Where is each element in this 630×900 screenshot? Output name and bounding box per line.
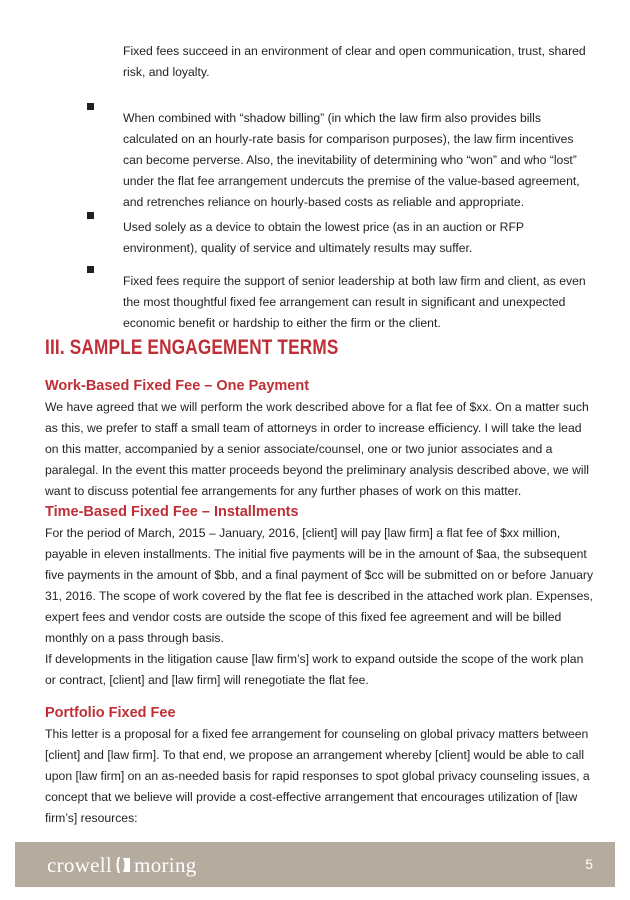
section-heading-work-based: Work-Based Fixed Fee – One Payment (45, 378, 310, 394)
section-heading-time-based: Time-Based Fixed Fee – Installments (45, 504, 299, 520)
square-bullet-icon (87, 212, 94, 219)
portfolio-paragraph: This letter is a proposal for a fixed fee arrangement for counseling on global privacy matters between [client] and [law firm]. To that end, we propose an arrangement whereby [client] would be able to call upon [law firm] on an as-needed basis for rapid responses to spot global privacy counseling issues, a concept that we believe will provide a cost-effective arrangement that encourages utilization of [law firm’s] resources: (45, 727, 590, 825)
section-title: III. SAMPLE ENGAGEMENT TERMS (45, 336, 339, 359)
logo-mark-icon (114, 854, 132, 876)
square-bullet-icon (87, 266, 94, 273)
page-number: 5 (585, 856, 593, 872)
crowell-moring-logo (47, 852, 197, 878)
bullet-text: Fixed fees require the support of senior leadership at both law firm and client, as even the most thoughtful fixed fee arrangement can result in significant and unexpected economic benefit or hardship to either the firm or the client. (123, 274, 586, 331)
page-footer (15, 842, 615, 887)
bullet-text: Used solely as a device to obtain the lowest price (as in an auction or RFP environment), quality of service and ultimately results may suffer. (123, 220, 524, 256)
continuation-paragraph: Fixed fees succeed in an environment of clear and open communication, trust, shared risk, and loyalty. (123, 44, 586, 79)
work-based-paragraph: We have agreed that we will perform the work described above for a flat fee of $xx. On a matter such as this, we prefer to staff a small team of attorneys in order to increase efficiency. I will take the lead on this matter, accompanied by a senior associate/counsel, one or two junior associates and a paralegal. In the event this matter proceeds beyond the preliminary analysis described above, we will want to discuss potential fee arrangements for any further phases of work on this matter. (45, 400, 589, 498)
time-based-paragraph-2: If developments in the litigation cause [law firm’s] work to expand outside the scope of the work plan or contract, [client] and [law firm] will renegotiate the flat fee. (45, 652, 584, 687)
logo-text-right: moring (134, 852, 197, 877)
time-based-paragraph: For the period of March, 2015 – January, 2016, [client] will pay [law firm] a flat fee of $xx million, payable in eleven installments. The initial five payments will be in the amount of $aa, the subsequent five payments in the amount of $bb, and a final payment of $cc will be submitted on or before January 31, 2016. The scope of work covered by the flat fee is described in the attached work plan. Expenses, expert fees and vendor costs are outside the scope of this fixed fee agreement and will be billed monthly on a pass through basis. (45, 526, 594, 645)
bullet-text: When combined with “shadow billing” (in which the law firm also provides bills calculated on an hourly-rate basis for comparison purposes), the law firm incentives can become perverse. Also, the inevitability of determining who “won” and who “lost” under the flat fee arrangement undercuts the premise of the value-based agreement, and retrenches reliance on hourly-based costs as reliable and appropriate. (123, 111, 580, 210)
section-heading-portfolio: Portfolio Fixed Fee (45, 705, 176, 721)
logo-text-left: crowell (47, 852, 113, 877)
square-bullet-icon (87, 103, 94, 110)
